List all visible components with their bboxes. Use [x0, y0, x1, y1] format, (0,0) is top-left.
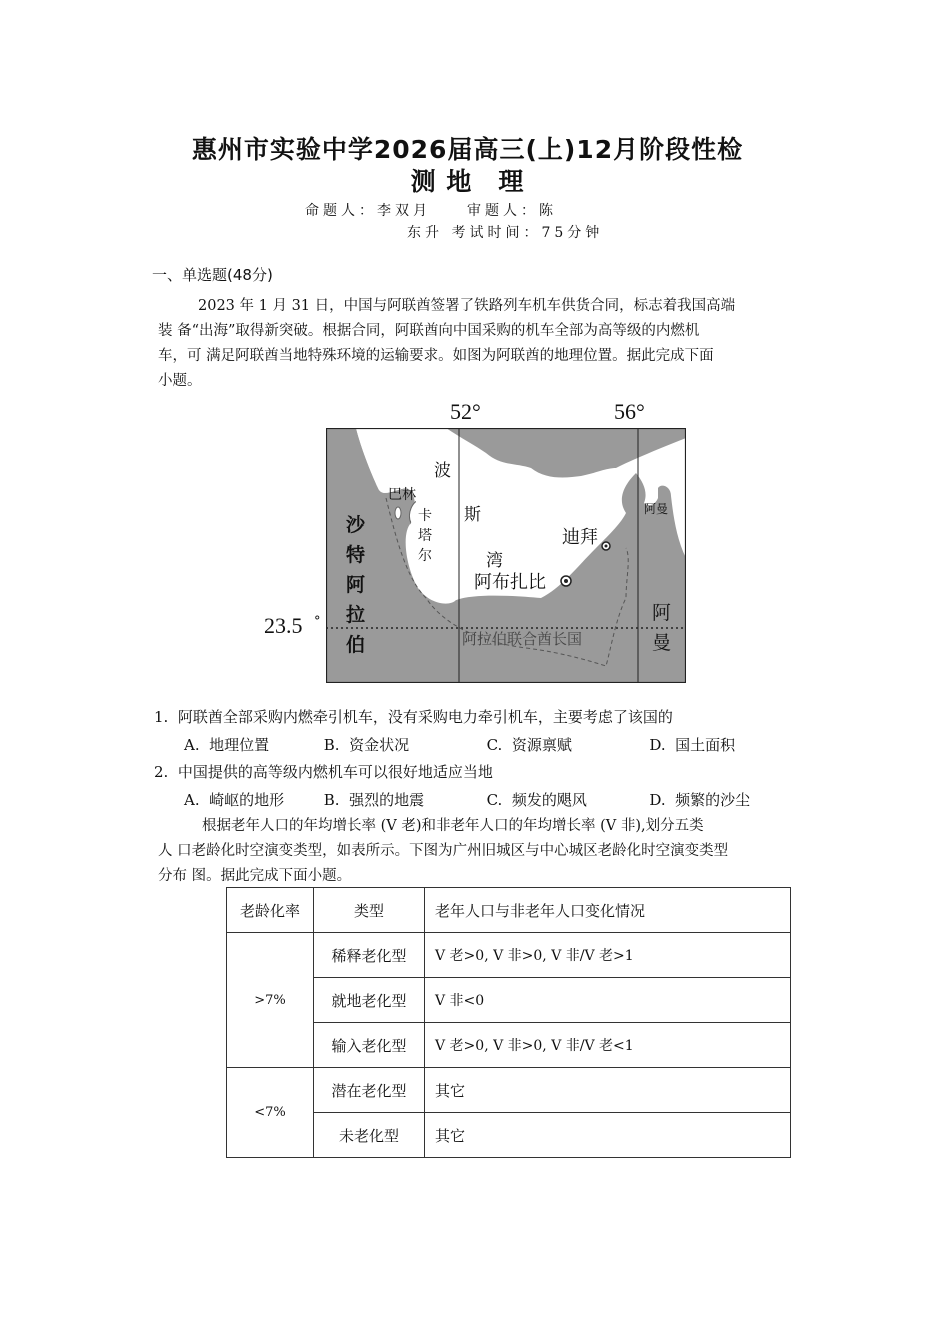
oman-char: 曼 — [652, 632, 672, 654]
question-1 — [154, 706, 673, 727]
saudi-char: 伯 — [346, 634, 366, 656]
aging-type-table — [226, 887, 791, 1158]
lat-label: 23.5 — [264, 613, 303, 638]
page-subtitle: 测 地 理 — [410, 167, 525, 196]
intro-line: 2023 年 1 月 31 日，中国与阿联酋签署了铁路列车机车供货合同，标志着我国高端 — [198, 298, 736, 314]
saudi-char: 阿 — [346, 574, 366, 596]
intro-paragraph — [158, 294, 798, 394]
intro-line: 装 备“出海”取得新突破。根据合同，阿联酋向中国采购的机车全部为高等级的内燃机 — [158, 323, 700, 339]
question-number: 1. — [154, 708, 169, 726]
type-cell: 输入老化型 — [314, 1023, 425, 1068]
dubai-label: 迪拜 — [562, 527, 598, 548]
saudi-char: 拉 — [346, 604, 366, 626]
intro-line: 车，可 满足阿联酋当地特殊环境的运输要求。如图为阿联酋的地理位置。据此完成下面 — [158, 348, 714, 364]
intro-line: 小题。 — [158, 373, 202, 389]
aging-rate-cell: >7% — [227, 933, 314, 1068]
table-row — [227, 1068, 791, 1113]
question-2 — [154, 761, 493, 782]
page-title: 惠州市实验中学2026届高三(上)12月阶段性检 — [191, 135, 744, 164]
option-d[interactable]: D. 国土面积 — [649, 736, 736, 754]
oman-small-label: 阿曼 — [644, 502, 669, 516]
lon-label-56: 56° — [614, 399, 645, 424]
desc-cell: 其它 — [425, 1113, 791, 1158]
lon-label-52: 52° — [450, 399, 481, 424]
bahrain-label: 巴林 — [388, 487, 416, 503]
qatar-char: 塔 — [418, 528, 432, 544]
type-cell: 未老化型 — [314, 1113, 425, 1158]
bahrain — [395, 507, 401, 519]
intro2-line: 根据老年人口的年均增长率 (V 老)和非老年人口的年均增长率 (V 非),划分五类 — [202, 818, 704, 834]
aging-rate-cell: <7% — [227, 1068, 314, 1158]
desc-cell: V 老>0, V 非>0, V 非/V 老>1 — [425, 933, 791, 978]
desc-cell: V 非<0 — [425, 978, 791, 1023]
sea-char: 斯 — [464, 505, 481, 525]
question-2-options — [184, 789, 784, 810]
saudi-label — [346, 510, 368, 660]
question-text: 中国提供的高等级内燃机车可以很好地适应当地 — [177, 763, 493, 781]
table-header-row — [227, 888, 791, 933]
desc-cell: V 老>0, V 非>0, V 非/V 老<1 — [425, 1023, 791, 1068]
intro2-line: 人 口老龄化时空演变类型，如表所示。下图为广州旧城区与中心城区老龄化时空演变类型 — [158, 843, 729, 859]
option-a[interactable]: A. 地理位置 — [184, 736, 270, 754]
time-line: 东升 考试时间：75分钟 — [407, 225, 604, 241]
type-cell: 就地老化型 — [314, 978, 425, 1023]
sea-char: 波 — [434, 461, 451, 481]
table-row — [227, 933, 791, 978]
qatar-char: 卡 — [418, 508, 432, 524]
oman-char: 阿 — [652, 602, 672, 624]
type-cell: 潜在老化型 — [314, 1068, 425, 1113]
intro2-line: 分布 图。据此完成下面小题。 — [158, 868, 352, 884]
abudhabi-label: 阿布扎比 — [474, 572, 546, 593]
type-cell: 稀释老化型 — [314, 933, 425, 978]
question-text: 阿联酋全部采购内燃牵引机车，没有采购电力牵引机车，主要考虑了该国的 — [177, 708, 673, 726]
table-header: 老年人口与非老年人口变化情况 — [425, 888, 791, 933]
question-number: 2. — [154, 763, 169, 781]
option-b[interactable]: B. 资金状况 — [323, 736, 410, 754]
option-a[interactable]: A. 崎岖的地形 — [184, 791, 285, 809]
sea-char: 湾 — [486, 551, 503, 571]
saudi-char: 沙 — [346, 514, 366, 536]
authors-line: 命题人：李双月 审题人：陈 — [305, 203, 557, 219]
option-b[interactable]: B. 强烈的地震 — [323, 791, 425, 809]
section-heading: 一、单选题(48分) — [152, 266, 273, 284]
uae-label: 阿拉伯联合酋长国 — [462, 630, 583, 648]
saudi-char: 特 — [346, 544, 366, 566]
table-header: 老龄化率 — [227, 888, 314, 933]
uae-map — [326, 428, 686, 683]
lat-degree: ° — [314, 614, 321, 629]
qatar-label — [418, 506, 434, 566]
abudhabi-dot — [564, 579, 568, 583]
question-1-options — [184, 734, 784, 755]
intro2-paragraph — [158, 814, 803, 889]
qatar-char: 尔 — [418, 548, 432, 564]
option-c[interactable]: C. 频发的飓风 — [486, 791, 587, 809]
desc-cell: 其它 — [425, 1068, 791, 1113]
table-header: 类型 — [314, 888, 425, 933]
option-c[interactable]: C. 资源禀赋 — [486, 736, 572, 754]
dubai-dot — [605, 545, 608, 548]
option-d[interactable]: D. 频繁的沙尘 — [649, 791, 751, 809]
oman-label — [652, 598, 674, 658]
